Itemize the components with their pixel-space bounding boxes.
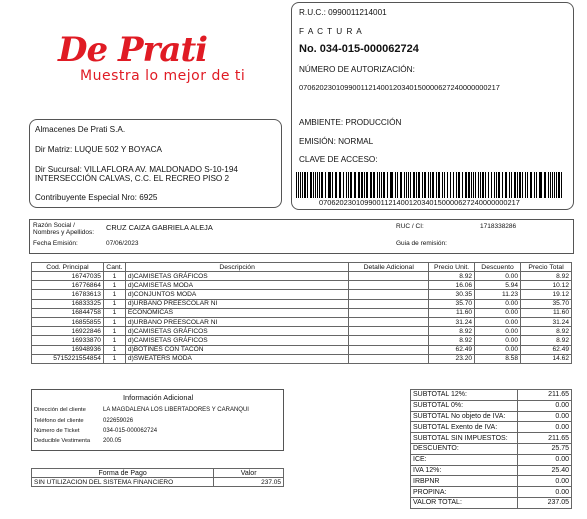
item-precio-unit: 16.06 (429, 281, 475, 290)
issuer-sucursal-line2: INTERSECCIÓN CALVAS, C.C. EL RECREO PISO 2 (35, 174, 230, 183)
barcode-bar (478, 172, 479, 198)
totals-label: IRBPNR (411, 476, 518, 487)
item-cod-principal: 16776864 (32, 281, 104, 290)
item-descuento: 0.00 (475, 272, 521, 281)
barcode-bar (550, 172, 551, 198)
client-ruc-label: RUC / CI: (396, 223, 424, 230)
barcode-bar (505, 172, 506, 198)
totals-row (411, 465, 572, 476)
issuer-name: Almacenes De Prati S.A. (35, 125, 126, 134)
barcode-bar (424, 172, 425, 198)
fecha-label: Fecha Emisión: (33, 240, 78, 247)
barcode-bar (313, 172, 314, 198)
barcode-bar (540, 172, 542, 198)
barcode-bar (298, 172, 299, 198)
barcode-bar (296, 172, 297, 198)
col-detalle-adicional: Detalle Adicional (349, 263, 429, 272)
client-ruc-value: 1718338286 (480, 223, 517, 230)
info-label: Deducible Vestimenta (34, 438, 91, 444)
issuer-matriz: Dir Matriz: LUQUE 502 Y BOYACA (35, 145, 162, 154)
item-detalle-adicional (349, 336, 429, 345)
barcode-bar (428, 172, 429, 198)
auth-number: 0706202301099001121400120340150000627240000000217 (299, 83, 500, 92)
barcode-bar (400, 172, 401, 198)
item-cod-principal: 16933870 (32, 336, 104, 345)
barcode-bar (527, 172, 528, 198)
barcode-bar (325, 172, 326, 198)
item-detalle-adicional (349, 272, 429, 281)
item-cant: 1 (103, 308, 125, 317)
forma-pago-value: SIN UTILIZACION DEL SISTEMA FINANCIERO (32, 478, 214, 487)
item-descuento: 0.00 (475, 327, 521, 336)
barcode-bar (315, 172, 316, 198)
barcode-bar (480, 172, 481, 198)
barcode-bar (302, 172, 303, 198)
barcode-bar (329, 172, 330, 198)
barcode-bar (364, 172, 365, 198)
totals-value: 0.00 (518, 400, 572, 411)
item-row (32, 317, 572, 326)
barcode-bar (482, 172, 484, 198)
col-cod-principal: Cod. Principal (32, 263, 104, 272)
item-cod-principal: 16922846 (32, 327, 104, 336)
item-row (32, 299, 572, 308)
barcode-bar (366, 172, 367, 198)
issuer-sucursal-line1: Dir Sucursal: VILLAFLORA AV. MALDONADO S-10-194 (35, 165, 238, 174)
barcode-bar (361, 172, 362, 198)
item-precio-total: 8.92 (521, 272, 572, 281)
barcode-bar (406, 172, 407, 198)
barcode-bar (307, 172, 308, 198)
item-detalle-adicional (349, 281, 429, 290)
doc-type: F A C T U R A (299, 27, 363, 36)
item-descuento: 0.00 (475, 345, 521, 354)
barcode-bar (488, 172, 489, 198)
item-precio-unit: 8.92 (429, 336, 475, 345)
item-detalle-adicional (349, 345, 429, 354)
item-descuento: 11.23 (475, 290, 521, 299)
barcode-bar (517, 172, 518, 198)
totals-row (411, 411, 572, 422)
item-precio-unit: 31.24 (429, 317, 475, 326)
item-descuento: 5.94 (475, 281, 521, 290)
barcode-bar (377, 172, 378, 198)
forma-pago-table (31, 468, 284, 487)
barcode-bar (471, 172, 472, 198)
barcode-bar (456, 172, 457, 198)
barcode-bar (485, 172, 486, 198)
col-precio-total: Precio Total (521, 263, 572, 272)
item-precio-total: 19.12 (521, 290, 572, 299)
barcode-bar (453, 172, 454, 198)
item-cod-principal: 16855855 (32, 317, 104, 326)
barcode-bar (438, 172, 440, 198)
barcode-bar (383, 172, 385, 198)
item-precio-total: 62.49 (521, 345, 572, 354)
item-detalle-adicional (349, 290, 429, 299)
barcode-bar (416, 172, 417, 198)
totals-label: IVA 12%: (411, 465, 518, 476)
barcode-bar (534, 172, 535, 198)
totals-label: SUBTOTAL No objeto de IVA: (411, 411, 518, 422)
barcode-bar (354, 172, 356, 198)
ambiente: AMBIENTE: PRODUCCIÓN (299, 118, 402, 127)
info-value: LA MAGDALENA LOS LIBERTADORES Y CARANQUI (103, 407, 249, 413)
totals-label: ICE: (411, 454, 518, 465)
info-label: Número de Ticket (34, 428, 80, 434)
issuer-ruc: R.U.C.: 0990011214001 (299, 8, 387, 17)
barcode-bar (310, 172, 312, 198)
col-descripcion: Descripción (125, 263, 348, 272)
barcode-bar (370, 172, 372, 198)
barcode-bar (348, 172, 349, 198)
item-cant: 1 (103, 317, 125, 326)
item-descuento: 0.00 (475, 299, 521, 308)
item-row (32, 345, 572, 354)
item-precio-total: 31.24 (521, 317, 572, 326)
forma-pago-amount: 237.05 (214, 478, 284, 487)
totals-value: 0.00 (518, 487, 572, 498)
barcode-bar (522, 172, 523, 198)
item-cod-principal: 16948936 (32, 345, 104, 354)
item-cod-principal: 16783613 (32, 290, 104, 299)
totals-value: 237.05 (518, 497, 572, 508)
item-cod-principal: 16747035 (32, 272, 104, 281)
info-label: Teléfono del cliente (34, 418, 84, 424)
barcode-bar (556, 172, 557, 198)
item-precio-unit: 30.35 (429, 290, 475, 299)
items-table (31, 262, 572, 364)
info-label: Dirección del cliente (34, 407, 86, 413)
barcode-bar (328, 172, 329, 198)
item-descuento: 0.00 (475, 317, 521, 326)
items-header-row (32, 263, 572, 272)
barcode-bar (422, 172, 423, 198)
barcode-bar (404, 172, 405, 198)
item-descuento: 0.00 (475, 336, 521, 345)
barcode-bar (304, 172, 306, 198)
barcode-bar (558, 172, 560, 198)
barcode-bar (401, 172, 402, 198)
totals-label: SUBTOTAL Exento de IVA: (411, 422, 518, 433)
barcode-bar (462, 172, 463, 198)
invoice-number: No. 034-015-000062724 (299, 43, 419, 55)
item-descripcion: ECONÓMICAS (125, 308, 348, 317)
razon-label-1: Razón Social / (33, 222, 75, 229)
barcode-bar (359, 172, 360, 198)
barcode-bar (536, 172, 537, 198)
item-descuento: 8.58 (475, 354, 521, 363)
item-cod-principal: 5715221554854 (32, 354, 104, 363)
col-descuento: Descuento (475, 263, 521, 272)
totals-row (411, 454, 572, 465)
totals-value: 211.65 (518, 390, 572, 401)
barcode-bar (511, 172, 512, 198)
item-precio-unit: 11.60 (429, 308, 475, 317)
barcode-bar (339, 172, 340, 198)
auth-label: NÚMERO DE AUTORIZACIÓN: (299, 65, 415, 74)
item-precio-total: 10.12 (521, 281, 572, 290)
totals-row (411, 390, 572, 401)
barcode-bar (321, 172, 322, 198)
barcode-bar (561, 172, 562, 198)
client-name: CRUZ CAIZA GABRIELA ALEJA (106, 223, 213, 232)
totals-value: 25.75 (518, 443, 572, 454)
barcode-bar (491, 172, 492, 198)
barcode-bar (447, 172, 448, 198)
item-precio-total: 8.92 (521, 336, 572, 345)
totals-row (411, 443, 572, 454)
item-descripcion: d)CONJUNTOS MODA (125, 290, 348, 299)
item-row (32, 327, 572, 336)
barcode-bar (450, 172, 451, 198)
barcode-bar (381, 172, 382, 198)
item-precio-unit: 8.92 (429, 272, 475, 281)
item-detalle-adicional (349, 299, 429, 308)
item-descripcion: d)SWEATERS MODA (125, 354, 348, 363)
item-row (32, 272, 572, 281)
barcode-bar (525, 172, 526, 198)
logo-wordmark: De Prati (58, 30, 208, 70)
item-precio-unit: 62.49 (429, 345, 475, 354)
item-row (32, 354, 572, 363)
col-precio-unit: Precio Unit. (429, 263, 475, 272)
contribuyente-especial: Contribuyente Especial Nro: 6925 (35, 193, 158, 202)
item-cant: 1 (103, 336, 125, 345)
barcode-bar (468, 172, 470, 198)
totals-row (411, 476, 572, 487)
barcode-bar (496, 172, 497, 198)
barcode-bar (410, 172, 411, 198)
barcode-bar (475, 172, 476, 198)
item-descripcion: d)URBANO PREESCOLAR NI (125, 317, 348, 326)
barcode-bar (322, 172, 323, 198)
item-row (32, 336, 572, 345)
totals-label: VALOR TOTAL: (411, 497, 518, 508)
access-key-barcode (296, 172, 564, 198)
barcode-bar (530, 172, 531, 198)
item-precio-total: 14.62 (521, 354, 572, 363)
info-value: 200.05 (103, 438, 122, 444)
barcode-bar (397, 172, 398, 198)
item-descripcion: d)URBANO PREESCOLAR NI (125, 299, 348, 308)
item-cod-principal: 16833325 (32, 299, 104, 308)
item-cant: 1 (103, 345, 125, 354)
item-cant: 1 (103, 299, 125, 308)
fecha-value: 07/06/2023 (106, 240, 139, 247)
totals-row (411, 487, 572, 498)
item-detalle-adicional (349, 317, 429, 326)
barcode-bar (343, 172, 344, 198)
item-descripcion: d)CAMISETAS GRÁFICOS (125, 327, 348, 336)
item-precio-total: 11.60 (521, 308, 572, 317)
barcode-bar (418, 172, 419, 198)
totals-label: DESCUENTO: (411, 443, 518, 454)
item-precio-total: 35.70 (521, 299, 572, 308)
barcode-bar (432, 172, 434, 198)
barcode-bar (506, 172, 507, 198)
barcode-bar (346, 172, 347, 198)
item-descripcion: d)CAMISETAS GRÁFICOS (125, 336, 348, 345)
barcode-bar (379, 172, 380, 198)
barcode-bar (554, 172, 555, 198)
barcode-bar (332, 172, 333, 198)
logo-slogan: Muestra lo mejor de ti (80, 68, 246, 84)
barcode-bar (473, 172, 474, 198)
totals-value: 211.65 (518, 433, 572, 444)
totals-value: 0.00 (518, 422, 572, 433)
barcode-bar (548, 172, 549, 198)
barcode-bar (350, 172, 351, 198)
barcode-bar (373, 172, 374, 198)
totals-value: 0.00 (518, 476, 572, 487)
totals-row (411, 433, 572, 444)
totals-value: 0.00 (518, 411, 572, 422)
item-cant: 1 (103, 281, 125, 290)
info-value: 034-015-000062724 (103, 428, 158, 434)
barcode-bar (509, 172, 510, 198)
totals-row (411, 400, 572, 411)
barcode-bar (531, 172, 532, 198)
barcode-bar (514, 172, 516, 198)
totals-label: SUBTOTAL 0%: (411, 400, 518, 411)
guia-label: Guia de remisión: (396, 240, 447, 247)
item-precio-unit: 23.20 (429, 354, 475, 363)
de-prati-logo (58, 30, 248, 90)
barcode-bar (465, 172, 466, 198)
item-cant: 1 (103, 327, 125, 336)
barcode-bar (544, 172, 545, 198)
barcode-bar (459, 172, 460, 198)
item-precio-unit: 35.70 (429, 299, 475, 308)
totals-row (411, 422, 572, 433)
barcode-bar (408, 172, 409, 198)
item-row (32, 290, 572, 299)
item-precio-unit: 8.92 (429, 327, 475, 336)
item-cant: 1 (103, 290, 125, 299)
barcode-bar (444, 172, 445, 198)
item-cod-principal: 16844758 (32, 308, 104, 317)
barcode-bar (442, 172, 443, 198)
totals-value: 25.40 (518, 465, 572, 476)
item-detalle-adicional (349, 308, 429, 317)
barcode-bar (430, 172, 431, 198)
barcode-number: 0706202301099001121400120340150000627240000000217 (319, 198, 520, 207)
totals-table (410, 389, 572, 509)
barcode-bar (552, 172, 553, 198)
barcode-bar (539, 172, 540, 198)
item-precio-total: 8.92 (521, 327, 572, 336)
col-cant: Cant. (103, 263, 125, 272)
totals-value: 0.00 (518, 454, 572, 465)
item-descripcion: d)BOTINES CON TACÓN (125, 345, 348, 354)
item-descuento: 0.00 (475, 308, 521, 317)
item-row (32, 281, 572, 290)
barcode-bar (387, 172, 388, 198)
item-row (32, 308, 572, 317)
item-detalle-adicional (349, 327, 429, 336)
totals-label: SUBTOTAL 12%: (411, 390, 518, 401)
item-descripcion: d)CAMISETAS GRÁFICOS (125, 272, 348, 281)
barcode-bar (458, 172, 459, 198)
emision: EMISIÓN: NORMAL (299, 137, 374, 146)
totals-label: PROPINA: (411, 487, 518, 498)
barcode-bar (519, 172, 521, 198)
item-cant: 1 (103, 354, 125, 363)
barcode-bar (395, 172, 396, 198)
barcode-bar (319, 172, 320, 198)
info-value: 022659026 (103, 418, 134, 424)
barcode-bar (335, 172, 337, 198)
item-cant: 1 (103, 272, 125, 281)
barcode-bar (502, 172, 503, 198)
info-adicional-title: Información Adicional (123, 393, 194, 402)
valor-header: Valor (214, 469, 284, 478)
barcode-bar (317, 172, 318, 198)
clave-acceso-label: CLAVE DE ACCESO: (299, 155, 378, 164)
totals-label: SUBTOTAL SIN IMPUESTOS: (411, 433, 518, 444)
razon-label-2: Nombres y Apellidos: (33, 229, 95, 236)
barcode-bar (498, 172, 500, 198)
totals-row (411, 497, 572, 508)
barcode-bar (374, 172, 375, 198)
barcode-bar (390, 172, 392, 198)
barcode-bar (300, 172, 301, 198)
barcode-bar (494, 172, 495, 198)
barcode-bar (413, 172, 415, 198)
item-detalle-adicional (349, 354, 429, 363)
forma-pago-header: Forma de Pago (32, 469, 214, 478)
barcode-bar (436, 172, 437, 198)
barcode-bar (358, 172, 359, 198)
item-descripcion: d)CAMISETAS MODA (125, 281, 348, 290)
